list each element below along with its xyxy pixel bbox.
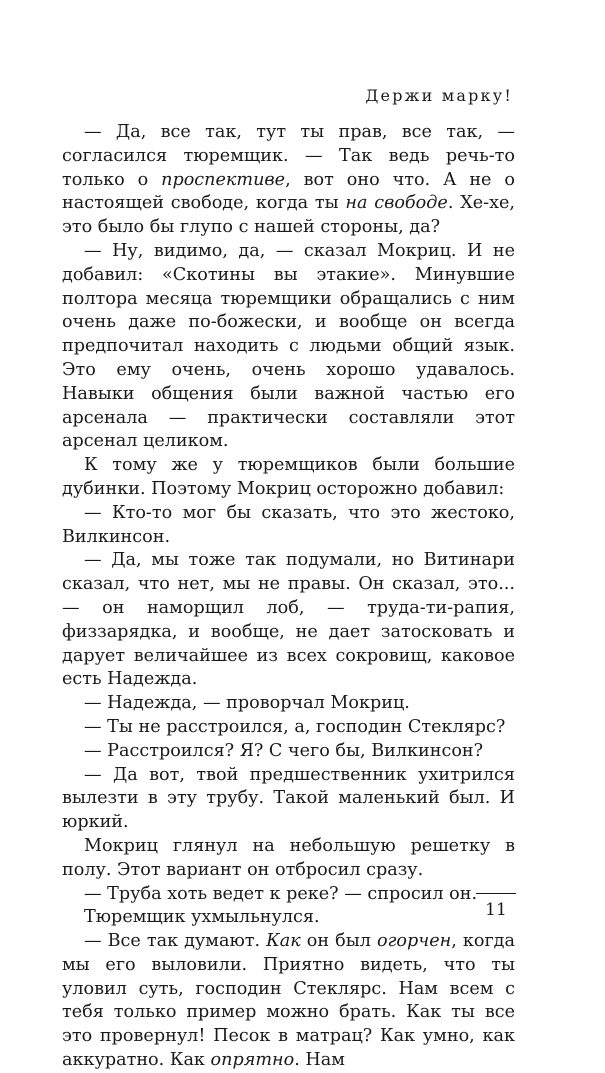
- text-run: — Да вот, твой предшественник ухитрился вылезти в эту трубу. Такой маленький был. И юркий.: [62, 764, 515, 833]
- paragraph: [62, 121, 515, 240]
- paragraph: [62, 549, 515, 692]
- text-run: — Да, мы тоже так подумали, но Витинари сказал, что нет, мы не правы. Он сказал, это... — он наморщил лоб, — труда-ти-рапия, физзарядка, и вообще, не дает затосковать и дарует величайшее из всех сокровищ, каковое есть Надежда.: [62, 550, 515, 690]
- text-run: Мокриц глянул на небольшую решетку в полу. Этот вариант он отбросил сразу.: [62, 835, 515, 880]
- text-run: — Ты не расстроился, а, господин Стеклярс?: [84, 716, 506, 737]
- paragraph: [62, 240, 515, 454]
- paragraph: [62, 454, 515, 502]
- body-text: [62, 112, 515, 1073]
- footer-rule: [476, 893, 516, 894]
- text-run: он был: [300, 931, 377, 952]
- text-run: . Хе-хе, это было бы глупо с нашей стороны, да?: [62, 193, 515, 238]
- italic-text: Как: [266, 931, 301, 952]
- text-run: — Ну, видимо, да, — сказал Мокриц. И не добавил: «Скотины вы этакие». Минувшие полтора месяца тюремщики обращались с ним очень даже по-божески, и вообще он всегда предпочитал находить с людьми общий язык. Это ему очень, очень хорошо удавалось. Навыки общения были важной частью его арсенала — практически составляли этот арсенал целиком.: [62, 240, 515, 452]
- paragraph: [62, 502, 515, 550]
- italic-text: опрятно: [210, 1050, 295, 1071]
- text-run: К тому же у тюремщиков были большие дубинки. Поэтому Мокриц осторожно добавил:: [62, 455, 515, 499]
- paragraph: [62, 906, 515, 930]
- text-run: , когда мы его выловили. Приятно видеть, что ты уловил суть, господин Стеклярс. Нам всем с тебя только пример можно брать. Как ты все это провернул! Песок в матрац? Как умно, как аккуратно. Как: [62, 931, 515, 1071]
- paragraph: [62, 883, 515, 907]
- text-run: , вот оно что. А не о настоящей свободе, когда ты: [62, 169, 515, 214]
- page-number: 11: [485, 900, 507, 920]
- text-run: — Да, все так, тут ты прав, все так, — согласился тюремщик. — Так ведь речь-то только о: [62, 122, 515, 190]
- text-run: Тюремщик ухмыльнулся.: [84, 907, 320, 928]
- italic-text: на свободе: [345, 193, 448, 214]
- paragraph: [62, 740, 515, 764]
- paragraph: [62, 930, 515, 1073]
- paragraph: [62, 692, 515, 716]
- text-run: — Расстроился? Я? С чего бы, Вилкинсон?: [84, 740, 484, 761]
- text-run: — Труба хоть ведет к реке? — спросил он.: [84, 883, 478, 904]
- italic-text: проспективе: [161, 169, 286, 190]
- text-run: — Все так думают.: [84, 931, 267, 952]
- text-run: . Нам: [294, 1050, 345, 1071]
- paragraph: [62, 835, 515, 883]
- text-run: — Кто-то мог бы сказать, что это жестоко, Вилкинсон.: [62, 502, 515, 547]
- running-head: Держи марку!: [365, 86, 513, 105]
- text-run: — Надежда, — проворчал Мокриц.: [84, 693, 410, 714]
- paragraph: [62, 716, 515, 740]
- paragraph: [62, 764, 515, 835]
- italic-text: огорчен: [376, 931, 452, 952]
